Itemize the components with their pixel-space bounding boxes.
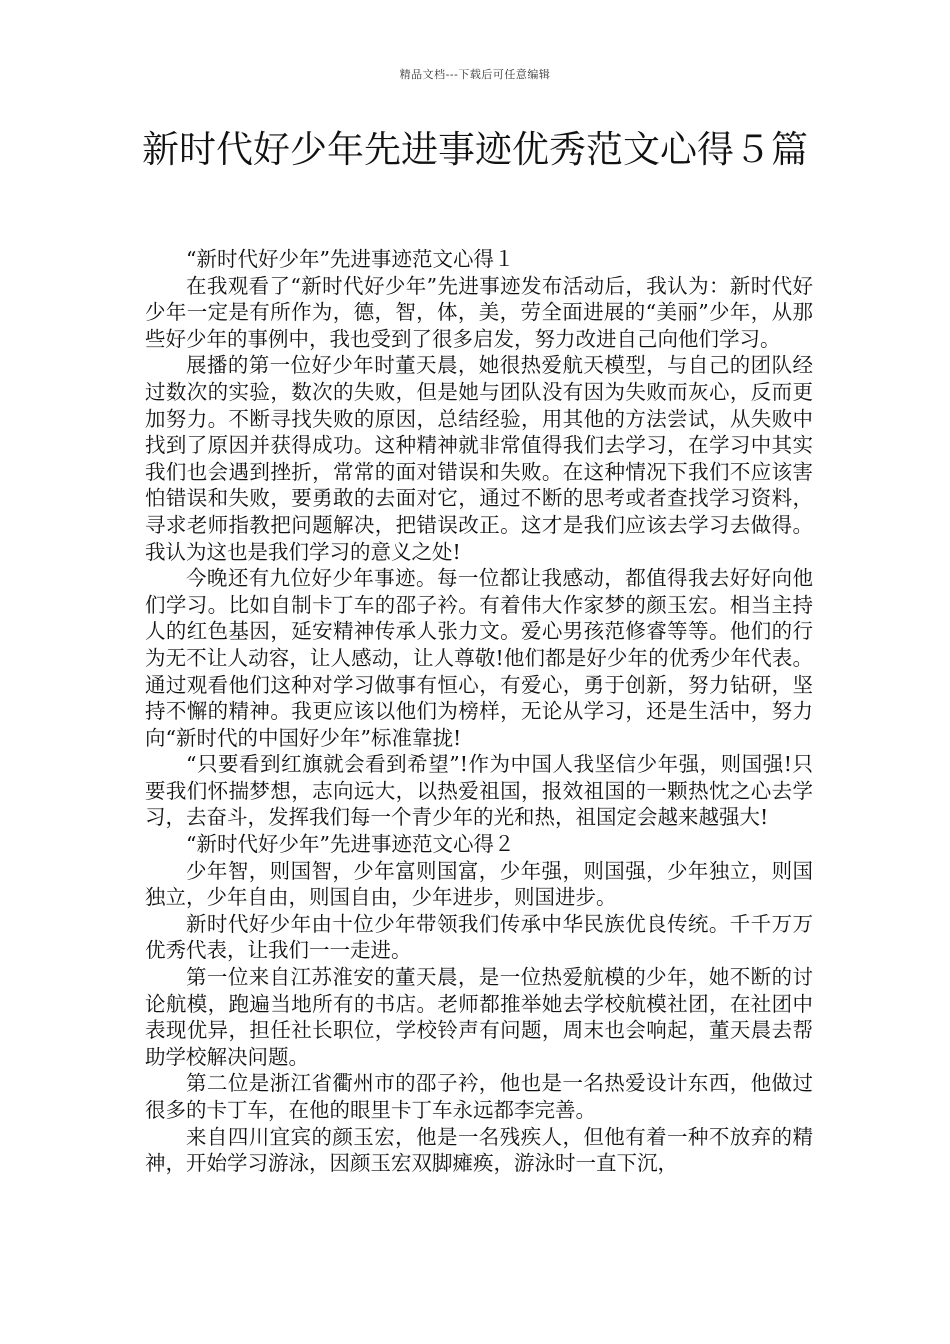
paragraph: 来自四川宜宾的颜玉宏，他是一名残疾人，但他有着一种不放弃的精神，开始学习游泳，因颜玉宏双脚瘫痪，游泳时一直下沉， [145,1124,813,1176]
paragraph: 今晚还有九位好少年事迹。每一位都让我感动，都值得我去好好向他们学习。比如自制卡丁车的邵子衿。有着伟大作家梦的颜玉宏。相当主持人的红色基因，延安精神传承人张力文。爱心男孩范修睿等等。他们的行为无不让人动容，让人感动，让人尊敬!他们都是好少年的优秀少年代表。通过观看他们这种对学习做事有恒心，有爱心，勇于创新，努力钻研，坚持不懈的精神。我更应该以他们为榜样，无论从学习，还是生活中，努力向“新时代的中国好少年”标准靠拢! [145,566,813,750]
paragraph: 新时代好少年由十位少年带领我们传承中华民族优良传统。千千万万优秀代表，让我们一一走进。 [145,911,813,963]
section-heading-1: “新时代好少年”先进事迹范文心得１ [186,247,515,271]
document-title: 新时代好少年先进事迹优秀范文心得５篇 [142,128,808,171]
section-heading-2: “新时代好少年”先进事迹范文心得２ [186,832,515,857]
paragraph: “只要看到红旗就会看到希望”!作为中国人我坚信少年强，则国强!只要我们怀揣梦想，志向远大，以热爱祖国，报效祖国的一颗热忱之心去学习，去奋斗，发挥我们每一个青少年的光和热，祖国定会越来越强大! [145,752,813,830]
paragraph: 第一位来自江苏淮安的董天晨，是一位热爱航模的少年，她不断的讨论航模，跑遍当地所有的书店。老师都推举她去学校航模社团，在社团中表现优异，担任社长职位，学校铃声有问题，周末也会响起，董天晨去帮助学校解决问题。 [145,965,813,1069]
paragraph: 在我观看了“新时代好少年”先进事迹发布活动后，我认为：新时代好少年一定是有所作为，德，智，体，美，劳全面进展的“美丽”少年，从那些好少年的事例中，我也受到了很多启发，努力改进自己向他们学习。 [145,273,813,351]
document-body [145,246,813,1177]
paragraph: 第二位是浙江省衢州市的邵子衿，他也是一名热爱设计东西，他做过很多的卡丁车，在他的眼里卡丁车永远都李完善。 [145,1071,813,1122]
paragraph: 展播的第一位好少年时董天晨，她很热爱航天模型，与自己的团队经过数次的实验，数次的失败，但是她与团队没有因为失败而灰心，反而更加努力。不断寻找失败的原因，总结经验，用其他的方法尝试，从失败中找到了原因并获得成功。这种精神就非常值得我们去学习，在学习中其实我们也会遇到挫折，常常的面对错误和失败。在这种情况下我们不应该害怕错误和失败，要勇敢的去面对它，通过不断的思考或者查找学习资料，寻求老师指教把问题解决，把错误改正。这才是我们应该去学习去做得。我认为这也是我们学习的意义之处! [145,353,813,564]
paragraph: 少年智，则国智，少年富则国富，少年强，则国强，少年独立，则国独立，少年自由，则国自由，少年进步，则国进步。 [145,858,813,910]
header-note: 精品文档---下载后可任意编辑 [399,68,551,81]
